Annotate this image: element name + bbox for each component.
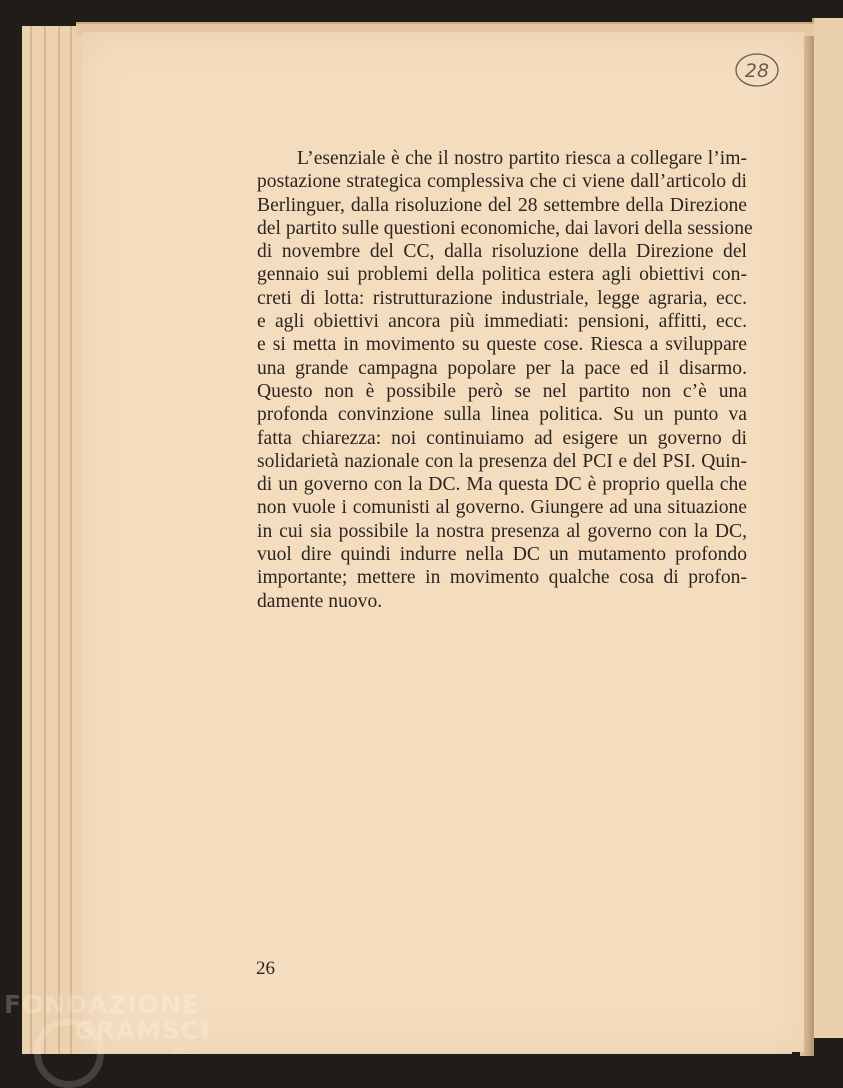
watermark-line3: onlus — [172, 1046, 199, 1057]
text-line: di novembre del CC, dalla risoluzione della Direzione del — [257, 241, 747, 263]
text-line: solidarietà nazionale con la presenza del PCI e del PSI. Quin- — [257, 450, 747, 472]
text-line: in cui sia possibile la nostra presenza al governo con la DC, — [257, 520, 747, 542]
text-line: e agli obiettivi ancora più immediati: pensioni, affitti, ecc. — [257, 311, 747, 333]
body-paragraph — [257, 147, 753, 613]
text-line: non vuole i comunisti al governo. Giungere ad una situazione — [257, 497, 747, 519]
page-edge — [30, 26, 32, 1054]
text-line: e si metta in movimento su queste cose. Riesca a sviluppare — [257, 334, 747, 356]
watermark-line1: FONDAZIONE — [4, 990, 201, 1019]
text-line: damente nuovo. — [257, 590, 383, 612]
text-line: L’esenziale è che il nostro partito riesca a collegare l’im- — [297, 148, 747, 169]
text-line: vuol dire quindi indurre nella DC un mutamento profondo — [257, 544, 747, 566]
text-line: importante; mettere in movimento qualche cosa di profon- — [257, 567, 747, 589]
text-line: profonda convinzione sulla linea politica. Su un punto va — [257, 404, 747, 426]
text-line: gennaio sui problemi della politica estera agli obiettivi con- — [257, 264, 747, 286]
next-page-edge — [812, 18, 843, 1038]
archive-number: 28 — [744, 60, 770, 82]
page-number: 26 — [256, 958, 275, 979]
page-edge — [70, 26, 72, 1054]
text-line: Questo non è possibile però se nel partito non c’è una — [257, 380, 747, 402]
text-line: del partito sulle questioni economiche, dai lavori della sessione — [257, 217, 753, 239]
text-line: creti di lotta: ristrutturazione industriale, legge agraria, ecc. — [257, 287, 747, 309]
archive-number-mark — [734, 52, 780, 88]
text-line: Berlinguer, dalla risoluzione del 28 settembre della Direzione — [257, 194, 747, 216]
text-line: di un governo con la DC. Ma questa DC è proprio quella che — [257, 474, 747, 496]
text-line: fatta chiarezza: noi continuiamo ad esigere un governo di — [257, 427, 747, 449]
text-line: postazione strategica complessiva che ci viene dall’articolo di — [257, 171, 747, 193]
text-line: una grande campagna popolare per la pace ed il disarmo. — [257, 357, 747, 379]
watermark-line2: GRAMSCI — [74, 1016, 211, 1045]
page-edge — [58, 26, 60, 1054]
page-edge — [44, 26, 46, 1054]
